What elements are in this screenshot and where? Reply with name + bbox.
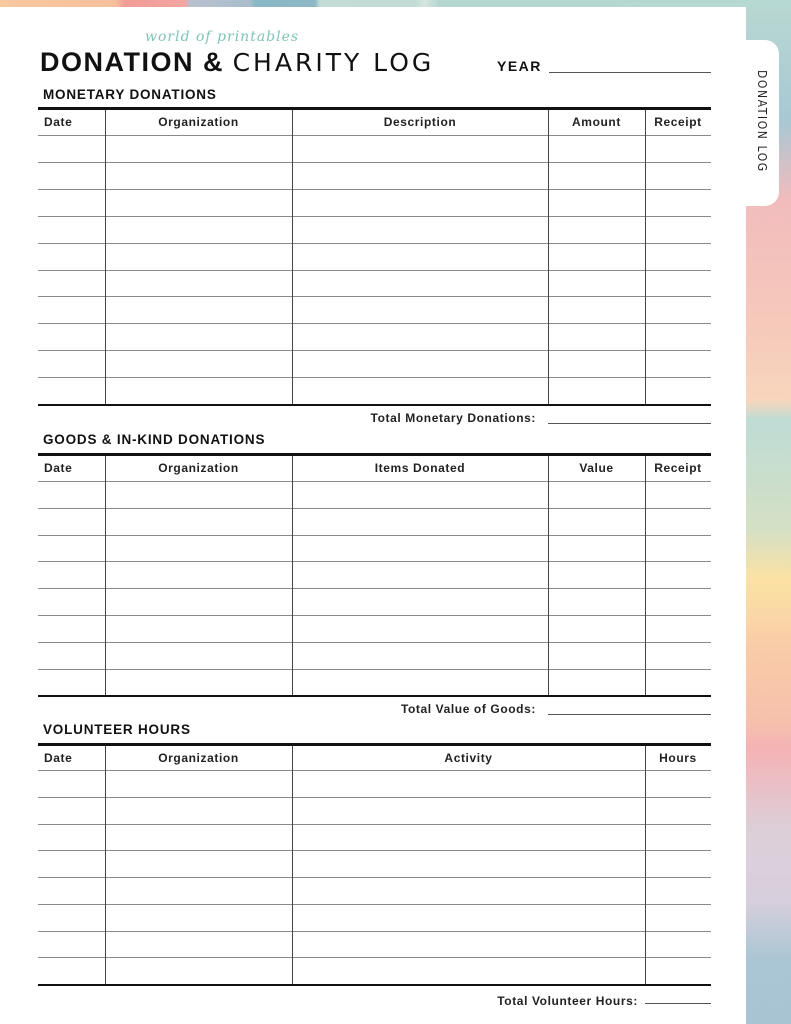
column-header-hours: Hours (659, 751, 697, 765)
table-cell-receipt[interactable] (645, 643, 711, 669)
column-divider (548, 456, 549, 695)
table-cell-activity[interactable] (292, 905, 645, 931)
table-cell-amount[interactable] (548, 271, 645, 297)
column-header-organization: Organization (158, 461, 239, 475)
page-title-bold: DONATION & (40, 47, 224, 77)
table-cell-hours[interactable] (645, 825, 711, 851)
table-cell-receipt[interactable] (645, 136, 711, 162)
table-cell-organization[interactable] (105, 616, 292, 642)
table-cell-description[interactable] (292, 351, 548, 377)
column-divider (645, 456, 646, 695)
total-volunteer-label: Total Volunteer Hours: (497, 994, 638, 1008)
column-header-organization: Organization (158, 115, 239, 129)
column-divider (292, 456, 293, 695)
column-divider (292, 746, 293, 984)
table-cell-date[interactable] (38, 271, 105, 297)
total-goods-label: Total Value of Goods: (400, 702, 536, 716)
table-cell-receipt[interactable] (645, 244, 711, 270)
table-cell-value[interactable] (548, 509, 645, 535)
table-cell-items-donated[interactable] (292, 509, 548, 535)
brand-watermark: world of printables (145, 29, 300, 45)
page-title-light: CHARITY LOG (232, 48, 435, 77)
page-title (40, 46, 434, 79)
table-cell-date[interactable] (38, 163, 105, 189)
column-divider (645, 110, 646, 404)
table-cell-items-donated[interactable] (292, 670, 548, 696)
table-cell-description[interactable] (292, 163, 548, 189)
column-divider (548, 110, 549, 404)
column-divider (105, 746, 106, 984)
goods-donations-table (38, 453, 711, 697)
column-header-receipt: Receipt (654, 115, 702, 129)
table-cell-organization[interactable] (105, 217, 292, 243)
table-cell-date[interactable] (38, 958, 105, 984)
year-label: YEAR (497, 58, 542, 74)
table-cell-value[interactable] (548, 643, 645, 669)
table-cell-description[interactable] (292, 244, 548, 270)
total-monetary-field[interactable] (548, 423, 711, 424)
table-cell-date[interactable] (38, 509, 105, 535)
table-cell-activity[interactable] (292, 825, 645, 851)
table-cell-date[interactable] (38, 378, 105, 404)
table-cell-organization[interactable] (105, 136, 292, 162)
table-cell-amount[interactable] (548, 324, 645, 350)
table-cell-receipt[interactable] (645, 324, 711, 350)
table-cell-hours[interactable] (645, 958, 711, 984)
column-header-date: Date (44, 115, 73, 129)
table-cell-organization[interactable] (105, 589, 292, 615)
table-cell-organization[interactable] (105, 378, 292, 404)
table-cell-amount[interactable] (548, 378, 645, 404)
table-cell-receipt[interactable] (645, 217, 711, 243)
column-header-amount: Amount (572, 115, 621, 129)
column-header-description: Description (383, 115, 457, 129)
table-cell-date[interactable] (38, 190, 105, 216)
table-cell-date[interactable] (38, 536, 105, 562)
table-cell-activity[interactable] (292, 878, 645, 904)
table-cell-hours[interactable] (645, 932, 711, 958)
table-cell-receipt[interactable] (645, 190, 711, 216)
table-cell-organization[interactable] (105, 536, 292, 562)
table-cell-organization[interactable] (105, 297, 292, 323)
table-cell-date[interactable] (38, 482, 105, 508)
table-cell-activity[interactable] (292, 771, 645, 797)
total-volunteer-field[interactable] (645, 1003, 711, 1004)
table-cell-date[interactable] (38, 670, 105, 696)
table-cell-description[interactable] (292, 378, 548, 404)
table-cell-date[interactable] (38, 324, 105, 350)
column-header-date: Date (44, 461, 73, 475)
table-cell-receipt[interactable] (645, 536, 711, 562)
section-title-volunteer: VOLUNTEER HOURS (43, 722, 191, 737)
table-cell-amount[interactable] (548, 163, 645, 189)
monetary-donations-table (38, 107, 711, 406)
table-cell-organization[interactable] (105, 932, 292, 958)
table-bottom-rule (38, 984, 711, 986)
table-cell-value[interactable] (548, 536, 645, 562)
table-cell-date[interactable] (38, 136, 105, 162)
table-cell-amount[interactable] (548, 244, 645, 270)
table-cell-activity[interactable] (292, 798, 645, 824)
table-cell-value[interactable] (548, 482, 645, 508)
table-cell-organization[interactable] (105, 482, 292, 508)
table-cell-description[interactable] (292, 217, 548, 243)
table-cell-date[interactable] (38, 878, 105, 904)
table-cell-organization[interactable] (105, 670, 292, 696)
section-title-monetary: MONETARY DONATIONS (43, 87, 217, 102)
table-cell-value[interactable] (548, 670, 645, 696)
table-cell-activity[interactable] (292, 958, 645, 984)
total-goods-field[interactable] (548, 714, 711, 715)
table-cell-receipt[interactable] (645, 271, 711, 297)
table-cell-organization[interactable] (105, 771, 292, 797)
table-cell-description[interactable] (292, 136, 548, 162)
table-cell-date[interactable] (38, 217, 105, 243)
table-cell-date[interactable] (38, 851, 105, 877)
table-cell-organization[interactable] (105, 163, 292, 189)
column-header-items-donated: Items Donated (374, 461, 466, 475)
table-cell-items-donated[interactable] (292, 643, 548, 669)
table-cell-amount[interactable] (548, 297, 645, 323)
table-cell-hours[interactable] (645, 851, 711, 877)
table-cell-organization[interactable] (105, 562, 292, 588)
table-cell-description[interactable] (292, 190, 548, 216)
section-title-goods: GOODS & IN-KIND DONATIONS (43, 432, 266, 447)
table-cell-amount[interactable] (548, 351, 645, 377)
table-cell-receipt[interactable] (645, 163, 711, 189)
column-header-value: Value (579, 461, 614, 475)
table-cell-date[interactable] (38, 351, 105, 377)
side-tab-label: DONATION LOG (755, 70, 769, 173)
table-cell-description[interactable] (292, 324, 548, 350)
table-cell-receipt[interactable] (645, 482, 711, 508)
table-cell-receipt[interactable] (645, 351, 711, 377)
table-cell-organization[interactable] (105, 351, 292, 377)
table-cell-receipt[interactable] (645, 297, 711, 323)
table-cell-date[interactable] (38, 589, 105, 615)
table-cell-amount[interactable] (548, 136, 645, 162)
table-cell-organization[interactable] (105, 851, 292, 877)
table-cell-date[interactable] (38, 297, 105, 323)
table-cell-items-donated[interactable] (292, 589, 548, 615)
table-cell-receipt[interactable] (645, 562, 711, 588)
table-cell-items-donated[interactable] (292, 616, 548, 642)
year-field[interactable] (549, 72, 711, 73)
table-cell-receipt[interactable] (645, 378, 711, 404)
table-cell-date[interactable] (38, 798, 105, 824)
table-cell-amount[interactable] (548, 217, 645, 243)
table-cell-description[interactable] (292, 297, 548, 323)
table-cell-organization[interactable] (105, 190, 292, 216)
table-cell-organization[interactable] (105, 798, 292, 824)
total-monetary-label: Total Monetary Donations: (370, 411, 536, 425)
table-cell-date[interactable] (38, 905, 105, 931)
column-divider (292, 110, 293, 404)
column-header-activity: Activity (444, 751, 493, 765)
table-cell-receipt[interactable] (645, 670, 711, 696)
table-cell-receipt[interactable] (645, 589, 711, 615)
table-cell-organization[interactable] (105, 825, 292, 851)
table-cell-date[interactable] (38, 244, 105, 270)
column-divider (105, 456, 106, 695)
table-cell-hours[interactable] (645, 878, 711, 904)
table-cell-date[interactable] (38, 616, 105, 642)
column-header-receipt: Receipt (654, 461, 702, 475)
table-cell-organization[interactable] (105, 324, 292, 350)
table-cell-activity[interactable] (292, 932, 645, 958)
table-cell-date[interactable] (38, 643, 105, 669)
table-cell-activity[interactable] (292, 851, 645, 877)
column-header-organization: Organization (158, 751, 239, 765)
table-cell-date[interactable] (38, 825, 105, 851)
table-cell-items-donated[interactable] (292, 562, 548, 588)
table-cell-organization[interactable] (105, 244, 292, 270)
table-cell-value[interactable] (548, 589, 645, 615)
table-cell-hours[interactable] (645, 905, 711, 931)
volunteer-hours-table (38, 743, 711, 986)
table-bottom-rule (38, 404, 711, 406)
table-cell-organization[interactable] (105, 271, 292, 297)
table-cell-date[interactable] (38, 562, 105, 588)
table-cell-organization[interactable] (105, 958, 292, 984)
column-divider (105, 110, 106, 404)
table-bottom-rule (38, 695, 711, 697)
table-cell-organization[interactable] (105, 905, 292, 931)
table-cell-value[interactable] (548, 562, 645, 588)
table-cell-hours[interactable] (645, 771, 711, 797)
table-cell-items-donated[interactable] (292, 482, 548, 508)
table-cell-value[interactable] (548, 616, 645, 642)
column-header-date: Date (44, 751, 73, 765)
table-cell-organization[interactable] (105, 509, 292, 535)
table-cell-date[interactable] (38, 771, 105, 797)
table-cell-amount[interactable] (548, 190, 645, 216)
table-cell-receipt[interactable] (645, 509, 711, 535)
table-cell-items-donated[interactable] (292, 536, 548, 562)
table-cell-date[interactable] (38, 932, 105, 958)
table-cell-receipt[interactable] (645, 616, 711, 642)
table-cell-organization[interactable] (105, 643, 292, 669)
column-divider (645, 746, 646, 984)
table-cell-organization[interactable] (105, 878, 292, 904)
table-cell-hours[interactable] (645, 798, 711, 824)
table-cell-description[interactable] (292, 271, 548, 297)
